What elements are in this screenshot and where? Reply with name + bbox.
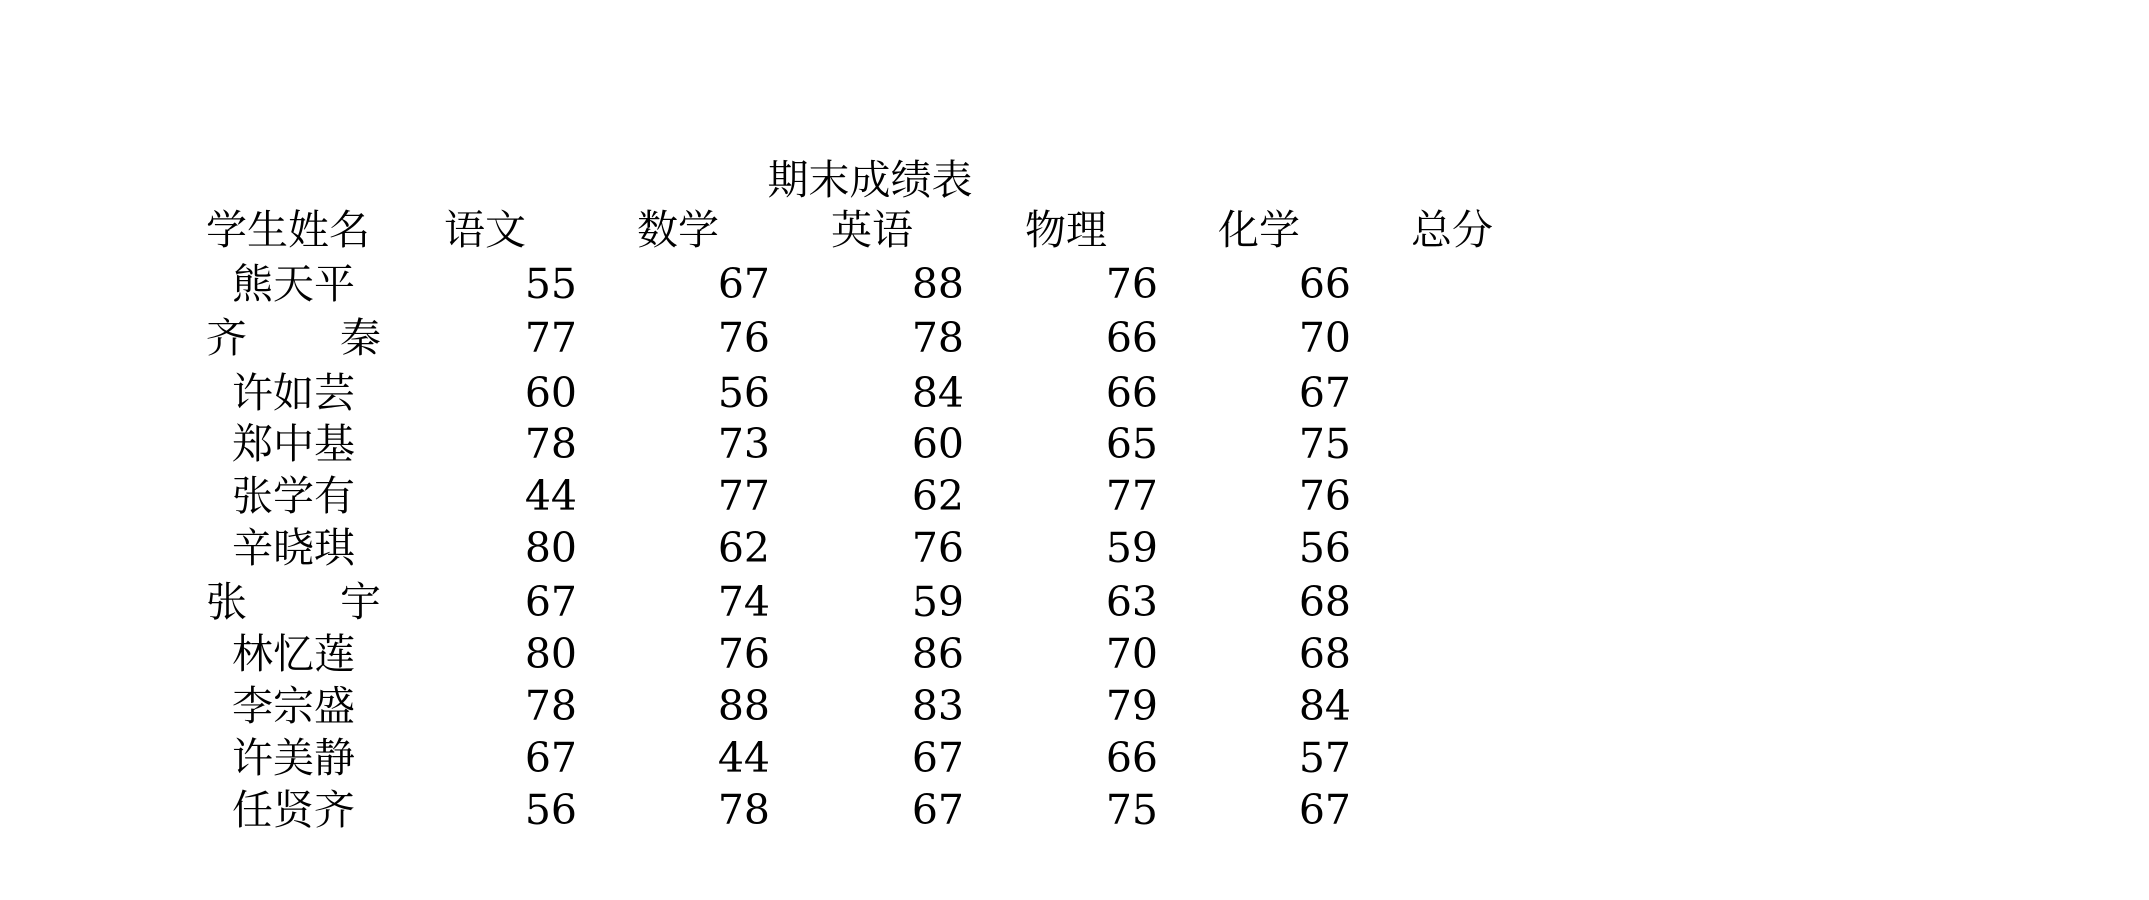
score-cell: 78 <box>911 314 964 362</box>
total-cell <box>1411 576 1544 628</box>
score-cell: 60 <box>911 420 964 468</box>
score-cell: 79 <box>1105 682 1158 730</box>
column-header: 语文 <box>444 206 526 254</box>
total-cell <box>1411 680 1544 732</box>
score-cell: 75 <box>1105 786 1158 834</box>
total-cell <box>1411 418 1544 470</box>
score-cell: 78 <box>524 682 577 730</box>
score-cell: 67 <box>1298 786 1351 834</box>
score-cell: 56 <box>1298 524 1351 572</box>
student-name: 许如芸 <box>232 369 355 417</box>
column-header: 英语 <box>831 206 913 254</box>
score-cell: 70 <box>1298 314 1351 362</box>
column-header: 化学 <box>1218 206 1300 254</box>
student-name: 李宗盛 <box>232 682 355 730</box>
score-cell: 80 <box>524 524 577 572</box>
score-cell: 77 <box>524 314 577 362</box>
score-cell: 60 <box>524 369 577 417</box>
score-cell: 77 <box>1105 472 1158 520</box>
score-cell: 76 <box>717 314 770 362</box>
student-name: 张 宇 <box>206 578 381 626</box>
score-cell: 70 <box>1105 630 1158 678</box>
total-cell <box>1411 732 1544 784</box>
score-cell: 77 <box>717 472 770 520</box>
total-cell <box>1411 470 1544 522</box>
sheet-title: 期末成绩表 <box>767 156 973 204</box>
score-cell: 83 <box>911 682 964 730</box>
score-cell: 65 <box>1105 420 1158 468</box>
score-cell: 84 <box>1298 682 1351 730</box>
score-cell: 88 <box>911 260 964 308</box>
score-cell: 67 <box>1298 369 1351 417</box>
score-cell: 84 <box>911 369 964 417</box>
student-name: 熊天平 <box>232 260 355 308</box>
total-cell <box>1411 628 1544 680</box>
total-cell <box>1411 522 1544 574</box>
score-cell: 57 <box>1298 734 1351 782</box>
score-cell: 88 <box>717 682 770 730</box>
score-cell: 68 <box>1298 578 1351 626</box>
column-header: 总分 <box>1411 206 1493 254</box>
score-cell: 67 <box>524 734 577 782</box>
score-cell: 67 <box>717 260 770 308</box>
student-name: 林忆莲 <box>232 630 355 678</box>
score-cell: 78 <box>717 786 770 834</box>
score-cell: 44 <box>717 734 770 782</box>
score-cell: 59 <box>911 578 964 626</box>
score-cell: 76 <box>1298 472 1351 520</box>
score-cell: 76 <box>1105 260 1158 308</box>
score-cell: 62 <box>717 524 770 572</box>
score-cell: 67 <box>524 578 577 626</box>
score-cell: 76 <box>911 524 964 572</box>
score-cell: 62 <box>911 472 964 520</box>
total-cell <box>1411 367 1544 419</box>
student-name: 齐 秦 <box>206 314 381 362</box>
score-cell: 66 <box>1105 314 1158 362</box>
score-cell: 55 <box>524 260 577 308</box>
student-name: 辛晓琪 <box>232 524 355 572</box>
score-cell: 66 <box>1298 260 1351 308</box>
column-header: 物理 <box>1025 206 1107 254</box>
score-cell: 44 <box>524 472 577 520</box>
total-cell <box>1411 258 1544 310</box>
score-cell: 74 <box>717 578 770 626</box>
score-cell: 78 <box>524 420 577 468</box>
score-cell: 76 <box>717 630 770 678</box>
student-name: 任贤齐 <box>232 786 355 834</box>
total-cell <box>1411 312 1544 364</box>
total-cell <box>1411 784 1544 836</box>
score-cell: 59 <box>1105 524 1158 572</box>
score-cell: 63 <box>1105 578 1158 626</box>
score-cell: 67 <box>911 786 964 834</box>
score-cell: 67 <box>911 734 964 782</box>
score-cell: 66 <box>1105 734 1158 782</box>
score-cell: 75 <box>1298 420 1351 468</box>
student-name: 许美静 <box>232 734 355 782</box>
score-cell: 66 <box>1105 369 1158 417</box>
score-cell: 86 <box>911 630 964 678</box>
score-cell: 73 <box>717 420 770 468</box>
student-name: 郑中基 <box>232 420 355 468</box>
score-cell: 56 <box>717 369 770 417</box>
score-cell: 68 <box>1298 630 1351 678</box>
student-name: 张学有 <box>232 472 355 520</box>
column-header: 学生姓名 <box>206 206 370 254</box>
column-header: 数学 <box>637 206 719 254</box>
score-cell: 80 <box>524 630 577 678</box>
score-cell: 56 <box>524 786 577 834</box>
